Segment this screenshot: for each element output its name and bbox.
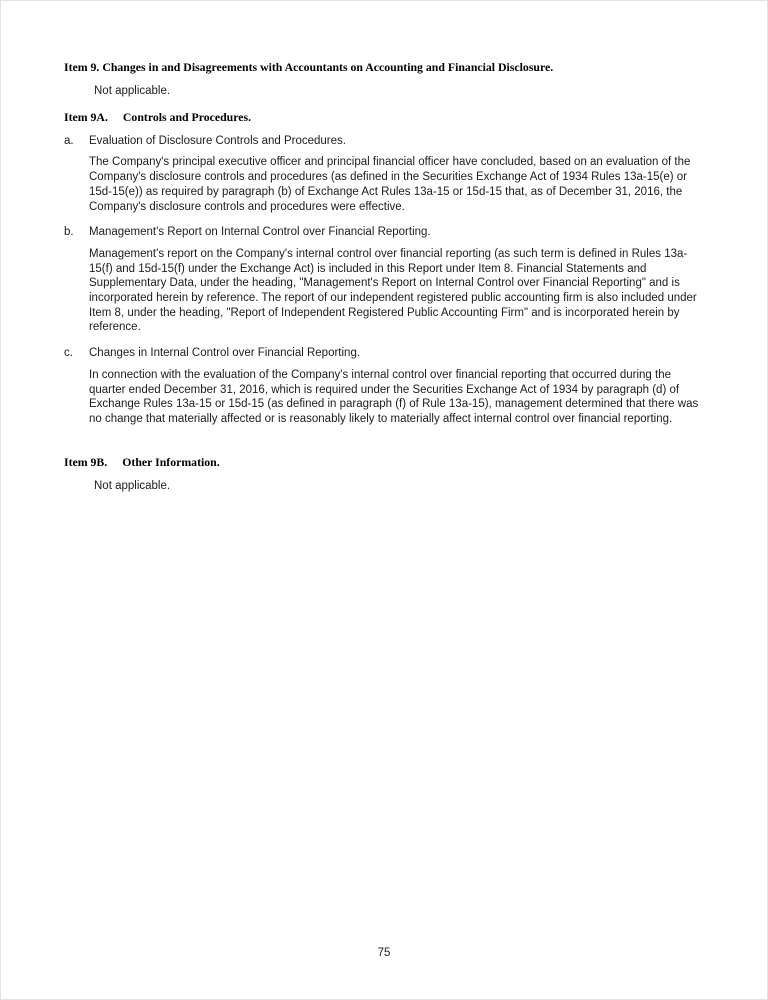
list-item-a-body: The Company's principal executive officer and principal financial officer have concluded, based on an evaluation of the Company's disclosure controls and procedures (as defined in the Securities Exchange Act of 1934 Rules 13a-15(e) or 15d-15(e)) as required by paragraph (b) of Exchange Act Rules 13a-15 or 15d-15 that, as of December 31, 2016, the Company's disclosure controls and procedures were effective.: [89, 156, 691, 213]
list-item-a-marker: a.: [64, 134, 74, 147]
item9b-heading-title: Other Information.: [122, 454, 220, 469]
item9a-heading-title: Controls and Procedures.: [122, 109, 252, 124]
list-item-c-title: Changes in Internal Control over Financial Reporting.: [89, 347, 361, 360]
list-item-c-marker: c.: [64, 347, 73, 360]
list-item-a: [64, 134, 705, 149]
page-number: 75: [377, 947, 391, 959]
list-item-b: [64, 225, 705, 240]
item9-not-applicable-text: Not applicable.: [94, 85, 171, 97]
list-item-b-body: Management's report on the Company's internal control over financial reporting (as such term is defined in Rules 13a-15(f) and 15d-15(f) under the Exchange Act) is included in this Report under Item 8. Financial Statements and Supplementary Data, under the heading, "Management's Report on Internal Control over Financial Reporting" and is incorporated herein by reference. The report of our independent registered public accounting firm is also included under Item 8, under the heading, "Report of Independent Registered Public Accounting Firm" and is incorporated herein by reference.: [89, 247, 697, 334]
list-item-c-body: In connection with the evaluation of the Company's internal control over financial reporting that occurred during the quarter ended December 31, 2016, which is required under the Securities Exchange Act of 1934 by paragraph (d) of Exchange Rules 13a-15 or 15d-15 (as defined in paragraph (f) of Rule 13a-15), management determined that there was no change that materially affected or is reasonably likely to materially affect internal control over financial reporting.: [89, 368, 699, 425]
list-item-c: [64, 346, 705, 361]
list-item-b-marker: b.: [64, 226, 74, 239]
item9-heading: Item 9. Changes in and Disagreements with Accountants on Accounting and Financial Disclosure.: [64, 60, 554, 74]
item9a-heading: [64, 110, 705, 125]
list-item-a-title: Evaluation of Disclosure Controls and Procedures.: [89, 134, 346, 147]
item9b-not-applicable-text: Not applicable.: [94, 479, 171, 492]
item9a-heading-label: Item 9A.: [64, 109, 108, 124]
list-item-b-title: Management's Report on Internal Control over Financial Reporting.: [89, 226, 431, 239]
item9b-heading-label: Item 9B.: [64, 454, 108, 469]
item9b-heading: [64, 455, 705, 470]
